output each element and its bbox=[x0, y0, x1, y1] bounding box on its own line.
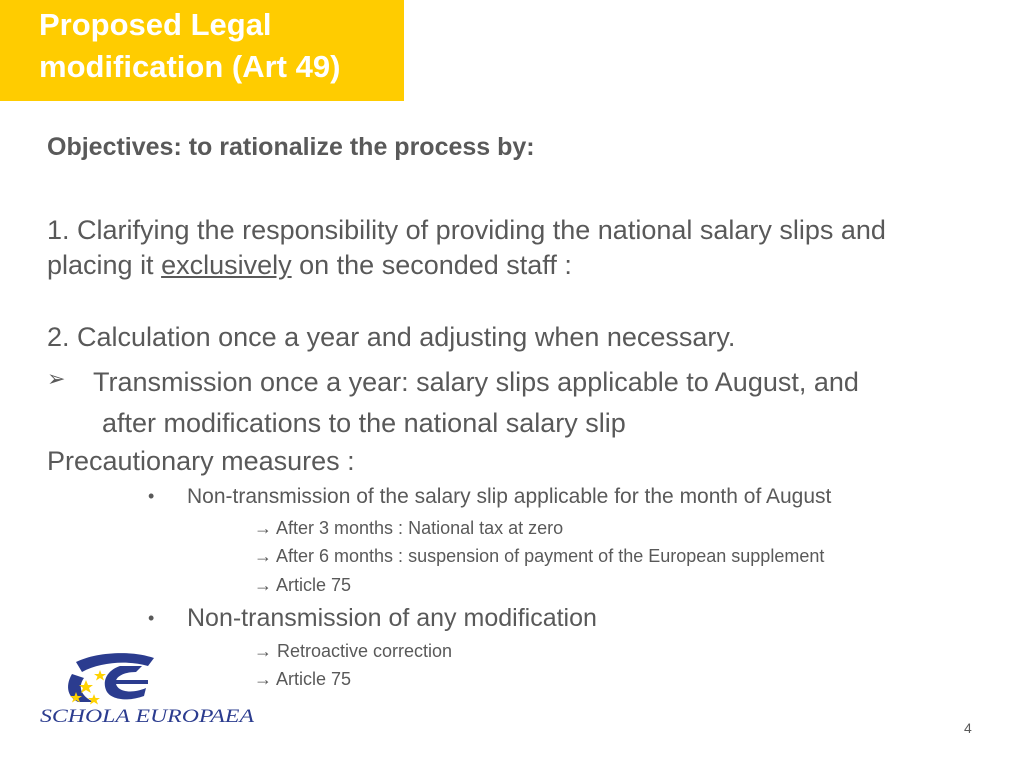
page-number: 4 bbox=[964, 720, 972, 736]
point-1 bbox=[47, 213, 977, 283]
consequence-item: → Article 75 bbox=[254, 669, 352, 689]
logo-text: SCHOLA EUROPAEA bbox=[40, 706, 255, 727]
measure-2: Non-transmission of any modification bbox=[187, 604, 597, 632]
precautionary-heading: Precautionary measures : bbox=[47, 446, 355, 476]
transmission-line-1: Transmission once a year: salary slips applicable to August, and bbox=[93, 367, 859, 397]
point-1-emphasis: exclusively bbox=[161, 250, 292, 280]
transmission-line-2: after modifications to the national salary slip bbox=[102, 408, 626, 438]
slide-title: Proposed Legal modification (Art 49) bbox=[39, 7, 341, 84]
consequence-item: → Retroactive correction bbox=[254, 641, 453, 661]
point-1-prefix: 1. Clarifying the responsibility of providing the national salary slips and placing it bbox=[47, 215, 886, 280]
objectives-heading: Objectives: to rationalize the process by: bbox=[47, 133, 535, 161]
title-box bbox=[0, 0, 404, 101]
consequence-item: → After 3 months : National tax at zero bbox=[254, 518, 564, 538]
measure-1: Non-transmission of the salary slip applicable for the month of August bbox=[187, 485, 832, 508]
bullet-icon: • bbox=[148, 608, 155, 628]
point-2: 2. Calculation once a year and adjusting when necessary. bbox=[47, 322, 736, 352]
arrow-bullet-icon: ➢ bbox=[47, 366, 66, 391]
consequence-item: → Article 75 bbox=[254, 575, 352, 595]
point-1-suffix: on the seconded staff : bbox=[291, 250, 572, 280]
transmission-text bbox=[93, 362, 993, 444]
bullet-icon: • bbox=[148, 486, 155, 506]
schola-europaea-logo bbox=[36, 650, 258, 728]
consequence-item: → After 6 months : suspension of payment of the European supplement bbox=[254, 546, 825, 566]
